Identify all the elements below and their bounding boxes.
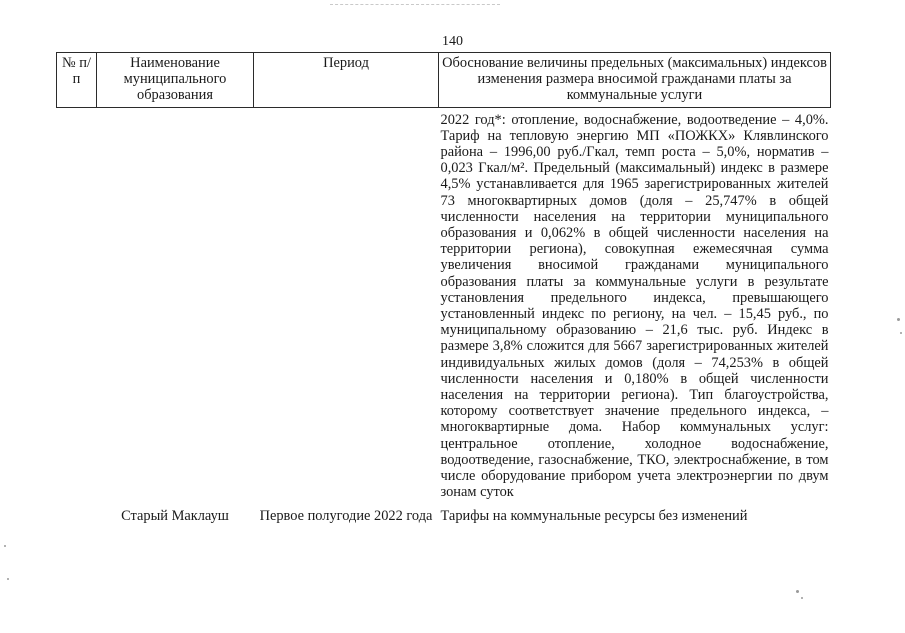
page-number: 140 [442, 34, 463, 49]
scan-speck [796, 590, 799, 593]
justification-text: 2022 год*: отопление, водоснабжение, водоотведение – 4,0%. Тариф на тепловую энергию МП «ПОЖКХ» Клявлинского района – 1996,00 руб./Гкал, темп роста – 5,0%, норматив – 0,023 Гкал/м². Предельный (максимальный) индекс в размере 4,5% устанавливается для 1965 зарегистрированных жителей 73 многоквартирных домов (доля – 25,747% в общей численности населения на территории муниципального образования и 0,062% в общей численности населения на территории региона), совокупная ежемесячная сумма увеличения вносимой гражданами муниципального образования платы за коммунальные услуги в результате установления предельного индекса, превышающего установленный индекс по региону, на чел. – 15,45 руб., по муниципальному образованию – 21,6 тыс. руб. Индекс в размере 3,8% сложится для 5667 зарегистрированных жителей индивидуальных жилых домов (доля – 74,253% в общей численности населения и 0,180% в общей численности населения на территории региона). Тип благоустройства, которому соответствует значение предельного индекса, – многоквартирные дома. Набор коммунальных услуг: центральное отопление, холодное водоснабжение, водоотведение, газоснабжение, ТКО, электроснабжение, в том числе оборудование прибором учета электроэнергии по двум зонам суток [440, 111, 829, 501]
scan-speck [801, 597, 803, 599]
municipality-name [97, 107, 254, 500]
header-municipality-name: Наименование муниципального образования [97, 53, 254, 108]
scan-speck [7, 578, 9, 580]
period: Первое полугодие 2022 года [259, 508, 433, 525]
municipality-name: Старый Маклауш [121, 508, 229, 525]
header-period: Период [254, 53, 439, 108]
row-number [57, 500, 97, 524]
period [254, 107, 439, 500]
table-row [57, 500, 831, 524]
header-number: № п/п [57, 53, 97, 108]
scan-speck [897, 318, 900, 321]
row-number [57, 107, 97, 500]
table-row [57, 107, 831, 500]
header-justification: Обоснование величины предельных (максимальных) индексов изменения размера вносимой гражданами платы за коммунальные услуги [439, 53, 831, 108]
justification-text: Тарифы на коммунальные ресурсы без изменений [440, 508, 748, 525]
table-header-row [57, 53, 831, 108]
scan-artifact-line [330, 4, 500, 5]
scan-speck [900, 332, 902, 334]
scan-speck [4, 545, 6, 547]
tariff-justification-table [56, 52, 831, 525]
